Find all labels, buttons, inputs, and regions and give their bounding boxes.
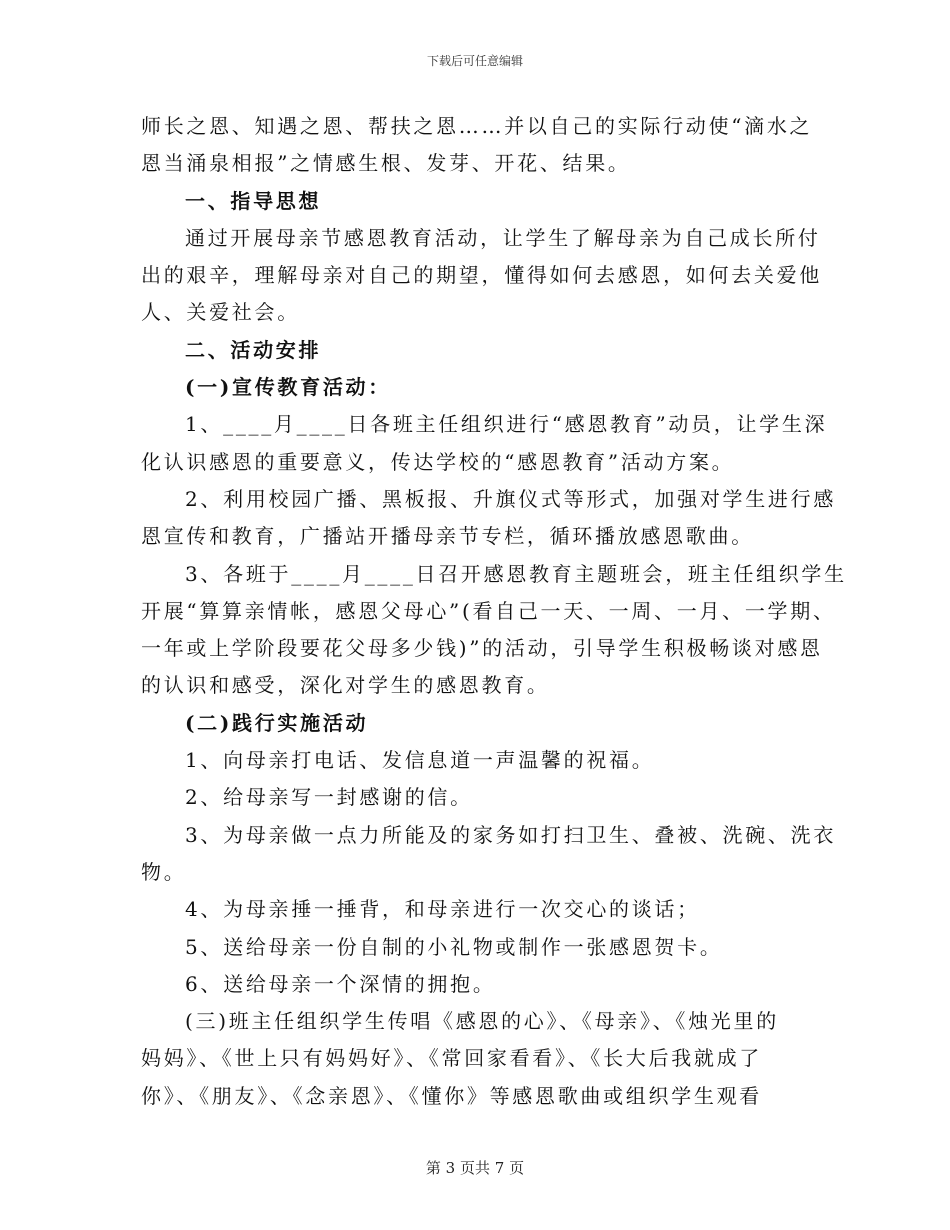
page-footer: 第 3 页共 7 页 <box>425 1159 525 1177</box>
paragraph-line: 人、关爱社会。 <box>141 300 300 325</box>
list-item-line: 3、为母亲做一点力所能及的家务如打扫卫生、叠被、洗碗、洗衣 <box>185 822 837 847</box>
list-item-line: 4、为母亲捶一捶背，和母亲进行一次交心的谈话； <box>185 897 700 922</box>
paragraph-line: (三)班主任组织学生传唱《感恩的心》、《母亲》、《烛光里的 <box>185 1009 779 1034</box>
list-item-line: 1、向母亲打电话、发信息道一声温馨的祝福。 <box>185 748 655 773</box>
subsection-heading: (二)践行实施活动 <box>185 710 369 735</box>
list-item-line: 1、____月____日各班主任组织进行“感恩教育”动员，让学生深 <box>185 412 828 437</box>
paragraph-line: 物。 <box>141 859 187 884</box>
paragraph-line: 妈妈》、《世上只有妈妈好》、《常回家看看》、《长大后我就成了 <box>141 1046 762 1071</box>
paragraph-line: 恩宣传和教育，广播站开播母亲节专栏，循环播放感恩歌曲。 <box>141 524 754 549</box>
list-item-line: 3、各班于____月____日召开感恩教育主题班会，班主任组织学生 <box>185 561 847 586</box>
list-item-line: 5、送给母亲一份自制的小礼物或制作一张感恩贺卡。 <box>185 934 723 959</box>
paragraph-line: 通过开展母亲节感恩教育活动，让学生了解母亲为自己成长所付 <box>185 225 821 250</box>
paragraph-line: 的认识和感受，深化对学生的感恩教育。 <box>141 673 550 698</box>
paragraph-line: 一年或上学阶段要花父母多少钱)”的活动，引导学生积极畅谈对感恩 <box>141 636 823 661</box>
list-item-line: 6、送给母亲一个深情的拥抱。 <box>185 971 496 996</box>
paragraph-line: 恩当涌泉相报”之情感生根、发芽、开花、结果。 <box>141 151 631 176</box>
paragraph-line: 你》、《朋友》、《念亲恩》、《懂你》等感恩歌曲或组织学生观看 <box>141 1083 762 1108</box>
page-header: 下载后可任意编辑 <box>426 54 523 68</box>
paragraph-line: 师长之恩、知遇之恩、帮扶之恩……并以自己的实际行动使“滴水之 <box>141 114 813 138</box>
paragraph-line: 出的艰辛，理解母亲对自己的期望，懂得如何去感恩，如何去关爱他 <box>141 263 822 288</box>
section-heading: 一、指导思想 <box>185 188 322 213</box>
document-body <box>141 108 847 1115</box>
paragraph-line: 开展“算算亲情帐，感恩父母心”(看自己一天、一周、一月、一学期、 <box>141 598 836 623</box>
list-item-line: 2、利用校园广播、黑板报、升旗仪式等形式，加强对学生进行感 <box>185 486 837 511</box>
subsection-heading: (一)宣传教育活动： <box>185 375 391 400</box>
list-item-line: 2、给母亲写一封感谢的信。 <box>185 785 473 810</box>
paragraph-line: 化认识感恩的重要意义，传达学校的“感恩教育”活动方案。 <box>141 449 735 474</box>
section-heading: 二、活动安排 <box>185 337 322 362</box>
